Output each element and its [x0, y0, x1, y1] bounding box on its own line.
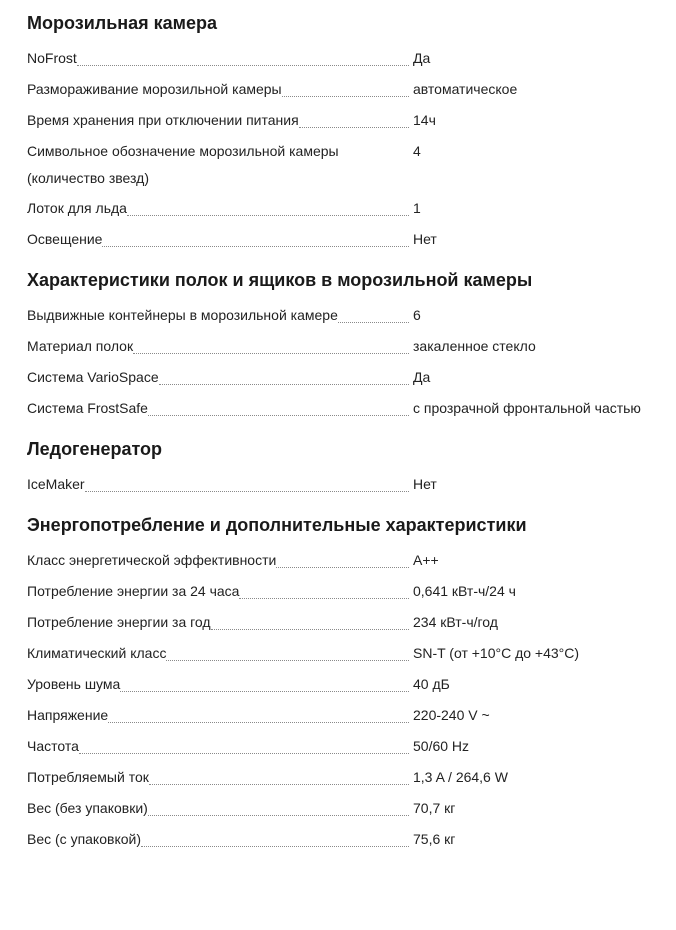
section-freezer-shelves [27, 267, 672, 426]
dotted-leader [166, 640, 409, 661]
spec-row [27, 45, 672, 76]
spec-value: Да [413, 369, 431, 385]
section-ice-maker [27, 436, 672, 502]
dotted-leader [282, 76, 409, 97]
spec-value: 0,641 кВт-ч/24 ч [413, 583, 516, 599]
spec-row [27, 795, 672, 826]
spec-value: Нет [413, 476, 437, 492]
spec-label: Размораживание морозильной камеры [27, 81, 282, 97]
dotted-leader [133, 333, 409, 354]
section-title: Энергопотребление и дополнительные характеристики [27, 515, 527, 535]
spec-value: 75,6 кг [413, 831, 456, 847]
spec-row [27, 578, 672, 609]
dotted-leader [159, 364, 409, 385]
spec-row [27, 547, 672, 578]
spec-row [27, 333, 672, 364]
spec-label: Материал полок [27, 338, 134, 354]
spec-label: Освещение [27, 231, 103, 247]
spec-value: Да [413, 50, 431, 66]
spec-value: 40 дБ [413, 676, 450, 692]
dotted-leader [148, 395, 409, 416]
spec-row [27, 395, 672, 426]
spec-row [27, 764, 672, 795]
spec-label: Потребление энергии за 24 часа [27, 583, 240, 599]
section-energy [27, 512, 672, 857]
dotted-leader [79, 733, 409, 754]
spec-value: 14ч [413, 112, 436, 128]
spec-label: Лоток для льда [27, 200, 127, 216]
spec-value: 50/60 Hz [413, 738, 470, 754]
dotted-leader [85, 471, 409, 492]
dotted-leader [108, 702, 409, 723]
spec-label: Потребляемый ток [27, 769, 149, 785]
dotted-leader [127, 195, 409, 216]
spec-label: Частота [27, 738, 79, 754]
spec-row [27, 107, 672, 138]
dotted-leader [120, 671, 409, 692]
spec-label: Система FrostSafe [27, 400, 148, 416]
spec-label: Вес (без упаковки) [27, 800, 148, 816]
spec-row [27, 302, 672, 333]
section-title: Ледогенератор [27, 439, 163, 459]
spec-value: закаленное стекло [413, 338, 536, 354]
spec-row [27, 471, 672, 502]
spec-value: A++ [413, 552, 439, 568]
dotted-leader [149, 764, 409, 785]
spec-label: Время хранения при отключении питания [27, 112, 299, 128]
spec-label: Класс энергетической эффективности [27, 552, 277, 568]
section-title: Характеристики полок и ящиков в морозильной камеры [27, 270, 533, 290]
section-title: Морозильная камера [27, 13, 217, 33]
spec-row [27, 76, 672, 107]
spec-value: 1,3 A / 264,6 W [413, 769, 508, 785]
dotted-leader [276, 547, 409, 568]
spec-value: 70,7 кг [413, 800, 456, 816]
dotted-leader [338, 302, 409, 323]
spec-row [27, 671, 672, 702]
spec-label: Напряжение [27, 707, 109, 723]
spec-value: SN-T (от +10°C до +43°C) [413, 645, 580, 661]
dotted-leader [387, 138, 409, 158]
spec-value: 1 [413, 200, 421, 216]
spec-label: Климатический класс [27, 645, 167, 661]
spec-label: IceMaker [27, 476, 85, 492]
spec-row [27, 226, 672, 257]
spec-value: 220-240 V ~ [413, 707, 490, 723]
spec-row [27, 826, 672, 857]
section-freezer [27, 10, 672, 257]
spec-list [27, 547, 672, 857]
spec-row [27, 640, 672, 671]
spec-value: Нет [413, 231, 437, 247]
spec-list [27, 302, 672, 426]
spec-value: с прозрачной фронтальной частью [413, 400, 641, 416]
spec-value: 6 [413, 307, 421, 323]
spec-list [27, 45, 672, 257]
dotted-leader [299, 107, 409, 128]
dotted-leader [102, 226, 409, 247]
spec-label: Символьное обозначение морозильной камеры (количество звезд) [27, 143, 339, 186]
dotted-leader [141, 826, 409, 847]
spec-value: 234 кВт-ч/год [413, 614, 498, 630]
spec-row [27, 609, 672, 640]
spec-label: Потребление энергии за год [27, 614, 211, 630]
spec-label: Вес (с упаковкой) [27, 831, 141, 847]
dotted-leader [239, 578, 409, 599]
spec-label: Выдвижные контейнеры в морозильной камере [27, 307, 338, 323]
spec-row [27, 195, 672, 226]
spec-label: Уровень шума [27, 676, 121, 692]
dotted-leader [211, 609, 409, 630]
spec-value: автоматическое [413, 81, 518, 97]
dotted-leader [148, 795, 409, 816]
spec-value: 4 [413, 143, 421, 159]
spec-page [27, 10, 672, 867]
spec-row [27, 702, 672, 733]
spec-label: NoFrost [27, 50, 77, 66]
spec-list [27, 471, 672, 502]
spec-row [27, 138, 672, 195]
spec-label: Система VarioSpace [27, 369, 159, 385]
spec-row [27, 364, 672, 395]
dotted-leader [77, 45, 409, 66]
spec-row [27, 733, 672, 764]
